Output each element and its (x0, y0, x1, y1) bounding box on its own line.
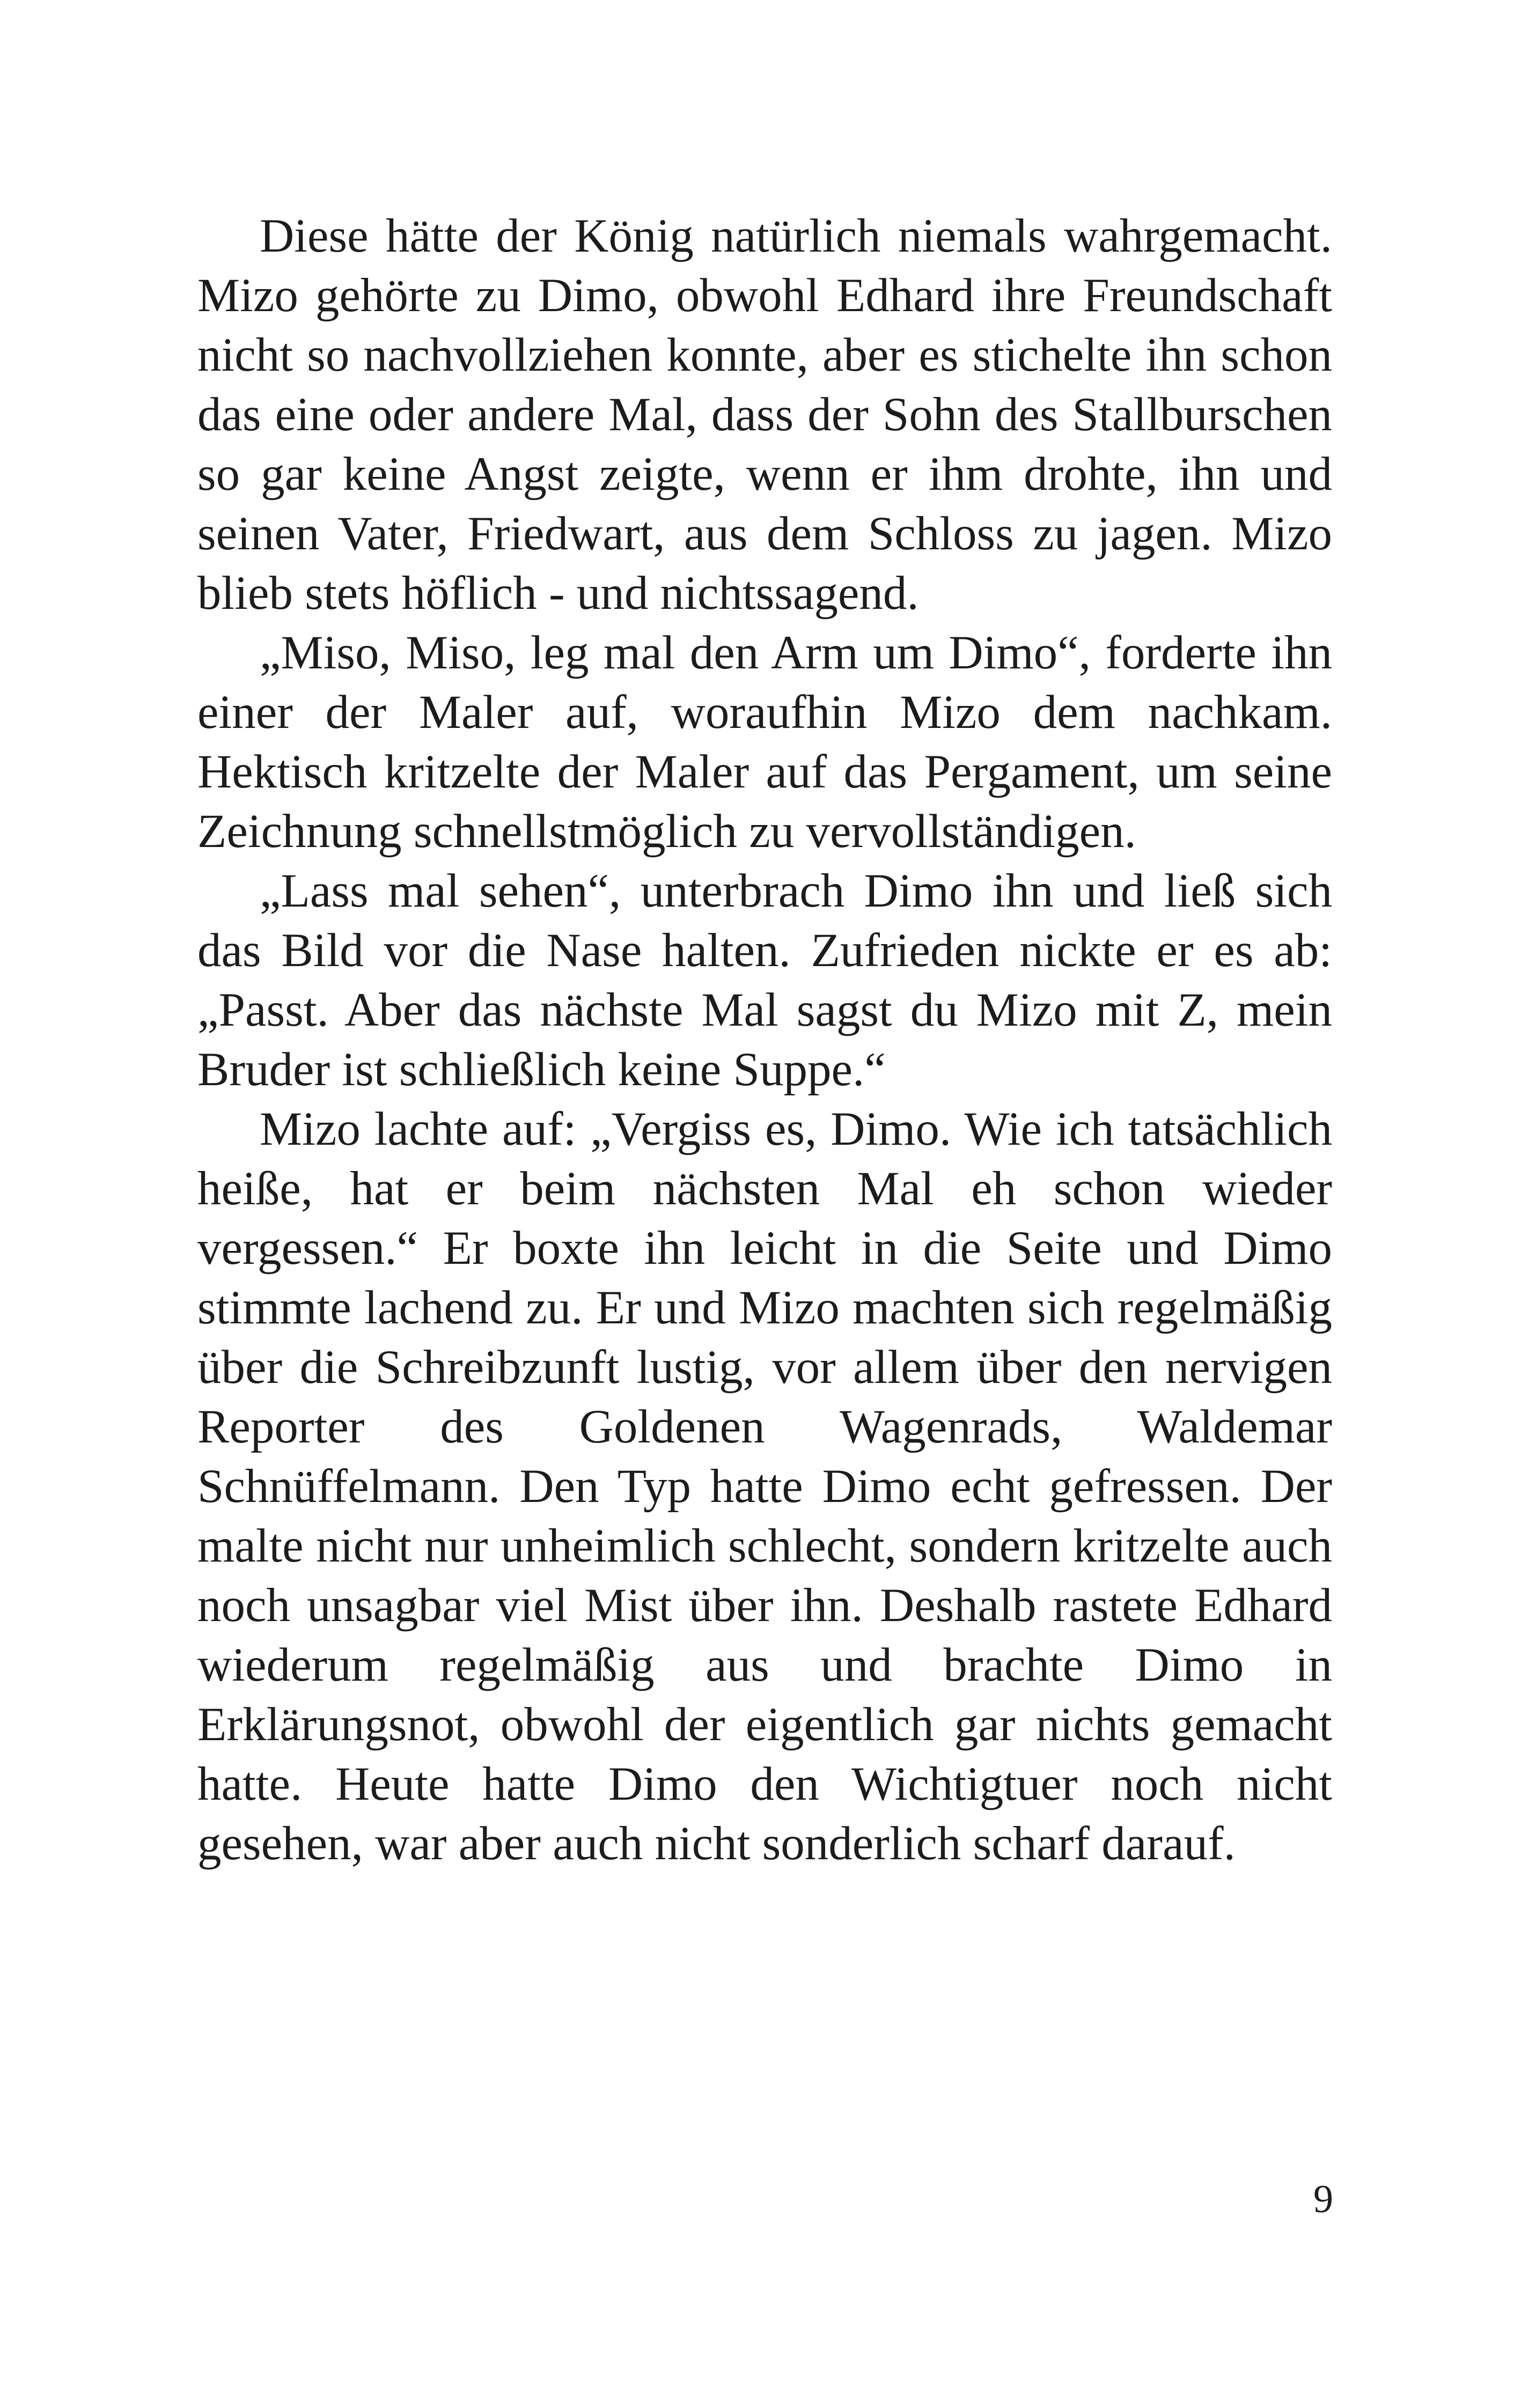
paragraph: Mizo lachte auf: „Vergiss es, Dimo. Wie ich tatsächlich heiße, hat er beim nächsten Mal eh schon wieder vergessen.“ Er boxte ihn leicht in die Seite und Dimo stimmte lachend zu. Er und Mizo machten sich regelmäßig über die Schreibzunft lustig, vor allem über den nervigen Reporter des Goldenen Wagenrads, Waldemar Schnüffelmann. Den Typ hatte Dimo echt gefressen. Der malte nicht nur unheimlich schlecht, sondern kritzelte auch noch unsagbar viel Mist über ihn. Deshalb rastete Edhard wiederum regelmäßig aus und brachte Dimo in Erklärungsnot, obwohl der eigentlich gar nichts gemacht hatte. Heute hatte Dimo den Wichtigtuer noch nicht gesehen, war aber auch nicht sonderlich scharf darauf. (197, 1103, 1332, 1870)
body-text (197, 207, 1332, 1874)
paragraph: „Miso, Miso, leg mal den Arm um Dimo“, forderte ihn einer der Maler auf, woraufhin Mizo dem nachkam. Hektisch kritzelte der Maler auf das Pergament, um seine Zeichnung schnellstmöglich zu vervollständigen. (197, 627, 1332, 858)
paragraph: „Lass mal sehen“, unterbrach Dimo ihn und ließ sich das Bild vor die Nase halten. Zufrieden nickte er es ab: „Passt. Aber das nächste Mal sagst du Mizo mit Z, mein Bruder ist schließlich keine Suppe.“ (197, 865, 1332, 1096)
paragraph: Diese hätte der König natürlich niemals wahrgemacht. Mizo gehörte zu Dimo, obwohl Edhard ihre Freundschaft nicht so nachvollziehen konnte, aber es stichelte ihn schon das eine oder andere Mal, dass der Sohn des Stallburschen so gar keine Angst zeigte, wenn er ihm drohte, ihn und seinen Vater, Friedwart, aus dem Schloss zu jagen. Mizo blieb stets höflich - und nichtssagend. (197, 210, 1332, 620)
page-number: 9 (1313, 2177, 1333, 2221)
